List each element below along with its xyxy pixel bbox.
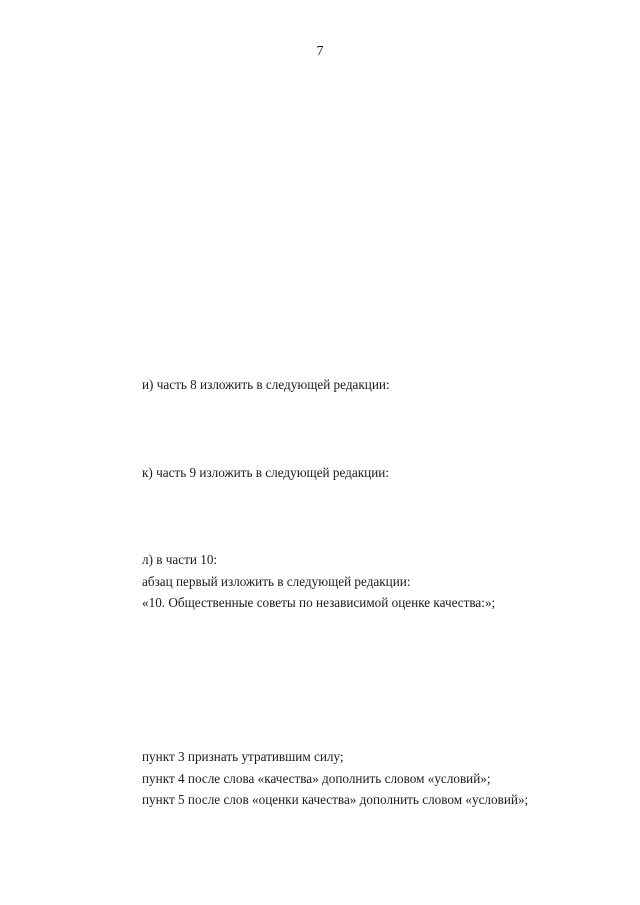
item-l-heading: л) в части 10: (142, 552, 218, 568)
item-i-heading: и) часть 8 изложить в следующей редакции: (142, 377, 390, 392)
item-k-heading: к) часть 9 изложить в следующей редакции: (142, 464, 389, 480)
paragraph-10-line-1: «10. Общественные советы по независимой оценке качества:»; (142, 595, 496, 611)
item5-line: пункт 5 после слов «оценки качества» дополнить словом «условий»; (142, 792, 529, 808)
item4-line: пункт 4 после слова «качества» дополнить словом «условий»; (142, 770, 491, 786)
document-body (107, 74, 575, 811)
item-l-abzac: абзац первый изложить в следующей редакции: (142, 573, 411, 589)
page-number: 7 (316, 44, 324, 59)
item3-line: пункт 3 признать утратившим силу; (142, 748, 344, 764)
